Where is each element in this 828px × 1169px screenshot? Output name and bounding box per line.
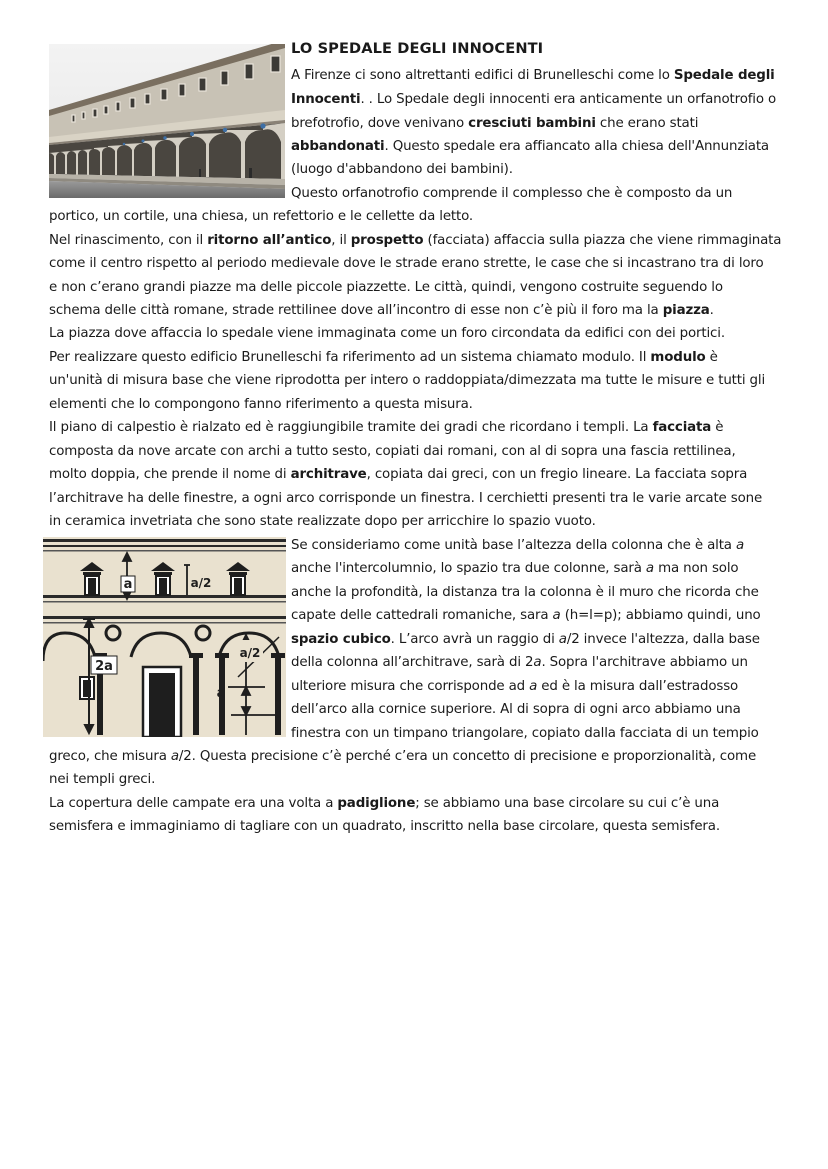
- text-line: [49, 416, 723, 439]
- text-run: a: [170, 749, 179, 764]
- text-line: [291, 182, 732, 205]
- text-run: finestra con un timpano triangolare, copiato dalla facciata di un tempio: [291, 726, 759, 741]
- text-run: (h=l=p); abbiamo quindi, uno: [560, 608, 761, 623]
- text-run: molto doppia, che prende il nome di: [49, 467, 291, 482]
- text-line: [291, 64, 775, 87]
- text-run: , copiata dai greci, con un fregio lineare. La facciata sopra: [366, 467, 748, 482]
- text-run: schema delle città romane, strade rettilinee dove all’incontro di esse non c’è più il foro ma la: [49, 303, 663, 318]
- text-run: . L’arco avrà un raggio di: [390, 632, 559, 647]
- text-line: [49, 252, 764, 275]
- text-run: ritorno all’antico: [207, 233, 332, 248]
- text-run: abbandonati: [291, 139, 385, 154]
- text-run: . Questo spedale era affiancato alla chiesa dell'Annunziata: [384, 139, 769, 154]
- text-run: brefotrofio, dove venivano: [291, 116, 469, 131]
- text-run: è: [711, 420, 724, 435]
- text-run: che erano stati: [595, 116, 699, 131]
- text-run: . Sopra l'architrave abbiamo un: [541, 655, 748, 670]
- text-run: a: [552, 608, 561, 623]
- text-run: portico, un cortile, una chiesa, un refettorio e le cellette da letto.: [49, 209, 474, 224]
- text-line: [49, 487, 762, 510]
- text-run: architrave: [290, 467, 367, 482]
- text-line: [291, 675, 738, 698]
- text-run: Se consideriamo come unità base l’altezza della colonna che è alta: [291, 538, 736, 553]
- text-line: [49, 369, 765, 392]
- text-run: Per realizzare questo edificio Brunelleschi fa riferimento ad un sistema chiamato modulo. Il: [49, 350, 651, 365]
- text-run: nei templi greci.: [49, 772, 156, 787]
- text-run: composta da nove arcate con archi a tutto sesto, copiati dai romani, con al di sopra una fascia rettilinea,: [49, 444, 736, 459]
- text-run: come il centro rispetto al periodo medievale dove le strade erano strette, le case che si incastrano tra di loro: [49, 256, 764, 271]
- text-run: greco, che misura: [49, 749, 171, 764]
- text-run: anche l'intercolumnio, lo spazio tra due colonne, sarà: [291, 561, 646, 576]
- text-run: /2. Questa precisione c’è perché c’era un concetto di precisione e proporzionalità, come: [178, 749, 757, 764]
- text-run: capate delle cattedrali romaniche, sara: [291, 608, 553, 623]
- text-run: Questo orfanotrofio comprende il complesso che è composto da un: [291, 186, 733, 201]
- text-run: a: [645, 561, 654, 576]
- text-line: [291, 604, 761, 627]
- text-run: un'unità di misura base che viene riprodotta per intero o raddoppiata/dimezzata ma tutte le misure e tutti gli: [49, 373, 766, 388]
- text-run: padiglione: [337, 796, 416, 811]
- text-line: [291, 88, 776, 111]
- text-run: e non c’erano grandi piazze ma delle piccole piazzette. Le città, quindi, vengono costruite seguendo lo: [49, 280, 723, 295]
- text-run: ; se abbiamo una base circolare su cui c’è una: [415, 796, 720, 811]
- text-line: [49, 205, 473, 228]
- spedale-photo: [49, 44, 285, 198]
- text-run: Il piano di calpestio è rialzato ed è raggiungibile tramite dei gradi che ricordano i templi. La: [49, 420, 653, 435]
- text-run: (facciata) affaccia sulla piazza che viene rimmaginata: [423, 233, 782, 248]
- text-run: in ceramica invetriata che sono state realizzate dopo per arricchire lo spazio vuoto.: [49, 514, 596, 529]
- module-diagram: [43, 537, 286, 737]
- label-a-bottom: a: [216, 686, 226, 701]
- text-line: [49, 792, 719, 815]
- text-run: Innocenti: [291, 92, 361, 107]
- text-line: [49, 440, 736, 463]
- text-line: [291, 628, 760, 651]
- text-run: l’architrave ha delle finestre, a ogni arco corrisponde un finestra. I cerchietti presenti tra le varie arcate sone: [49, 491, 763, 506]
- text-line: [49, 322, 725, 345]
- text-run: piazza: [662, 303, 710, 318]
- text-run: . . Lo Spedale degli innocenti era anticamente un orfanotrofio o: [360, 92, 777, 107]
- text-line: [291, 651, 748, 674]
- text-line: [49, 463, 747, 486]
- text-run: .: [709, 303, 714, 318]
- text-run: (luogo d'abbandono dei bambini).: [291, 162, 513, 177]
- text-run: /2 invece l'altezza, dalla base: [566, 632, 760, 647]
- text-run: cresciuti bambini: [468, 116, 596, 131]
- text-line: [49, 346, 718, 369]
- text-run: ed è la misura dall’estradosso: [537, 679, 739, 694]
- text-line: [49, 815, 720, 838]
- text-line: [291, 135, 769, 158]
- label-a-half-top: a/2: [190, 576, 212, 590]
- text-run: della colonna all’architrave, sarà di 2: [291, 655, 534, 670]
- label-two-a: 2a: [95, 659, 113, 674]
- text-line: [291, 581, 759, 604]
- text-run: è: [705, 350, 718, 365]
- text-run: La copertura delle campate era una volta a: [49, 796, 338, 811]
- text-run: anche la profondità, la distanza tra la colonna è il muro che ricorda che: [291, 585, 759, 600]
- text-run: La piazza dove affaccia lo spedale viene immaginata come un foro circondata da edifici con dei portici.: [49, 326, 725, 341]
- text-run: elementi che lo compongono fanno riferimento a questa misura.: [49, 397, 473, 412]
- text-run: ulteriore misura che corrisponde ad: [291, 679, 530, 694]
- label-a-top: a: [123, 577, 133, 592]
- page-title: LO SPEDALE DEGLI INNOCENTI: [291, 40, 544, 57]
- text-run: a: [558, 632, 567, 647]
- text-run: facciata: [652, 420, 712, 435]
- text-line: [291, 534, 744, 557]
- text-line: [291, 698, 741, 721]
- text-run: spazio cubico: [291, 632, 391, 647]
- text-run: Nel rinascimento, con il: [49, 233, 208, 248]
- text-run: a: [735, 538, 745, 553]
- text-line: [49, 745, 756, 768]
- text-run: prospetto: [350, 233, 424, 248]
- text-run: dell’arco alla cornice superiore. Al di sopra di ogni arco abbiamo una: [291, 702, 741, 717]
- text-line: [49, 510, 596, 533]
- text-run: a: [533, 655, 542, 670]
- text-line: [49, 229, 781, 252]
- text-line: [291, 722, 759, 745]
- text-line: [291, 112, 698, 135]
- text-line: [291, 557, 738, 580]
- text-run: , il: [331, 233, 351, 248]
- text-line: [49, 768, 155, 791]
- text-run: Spedale degli: [673, 68, 775, 83]
- text-line: [49, 393, 473, 416]
- text-line: [291, 158, 513, 181]
- text-run: modulo: [650, 350, 706, 365]
- label-a-half-right: a/2: [239, 646, 261, 660]
- text-run: a: [529, 679, 538, 694]
- text-run: ma non solo: [653, 561, 739, 576]
- text-run: semisfera e immaginiamo di tagliare con un quadrato, inscritto nella base circolare, questa semisfera.: [49, 819, 720, 834]
- text-run: A Firenze ci sono altrettanti edifici di Brunelleschi come lo: [291, 68, 674, 83]
- text-line: [49, 276, 723, 299]
- text-line: [49, 299, 714, 322]
